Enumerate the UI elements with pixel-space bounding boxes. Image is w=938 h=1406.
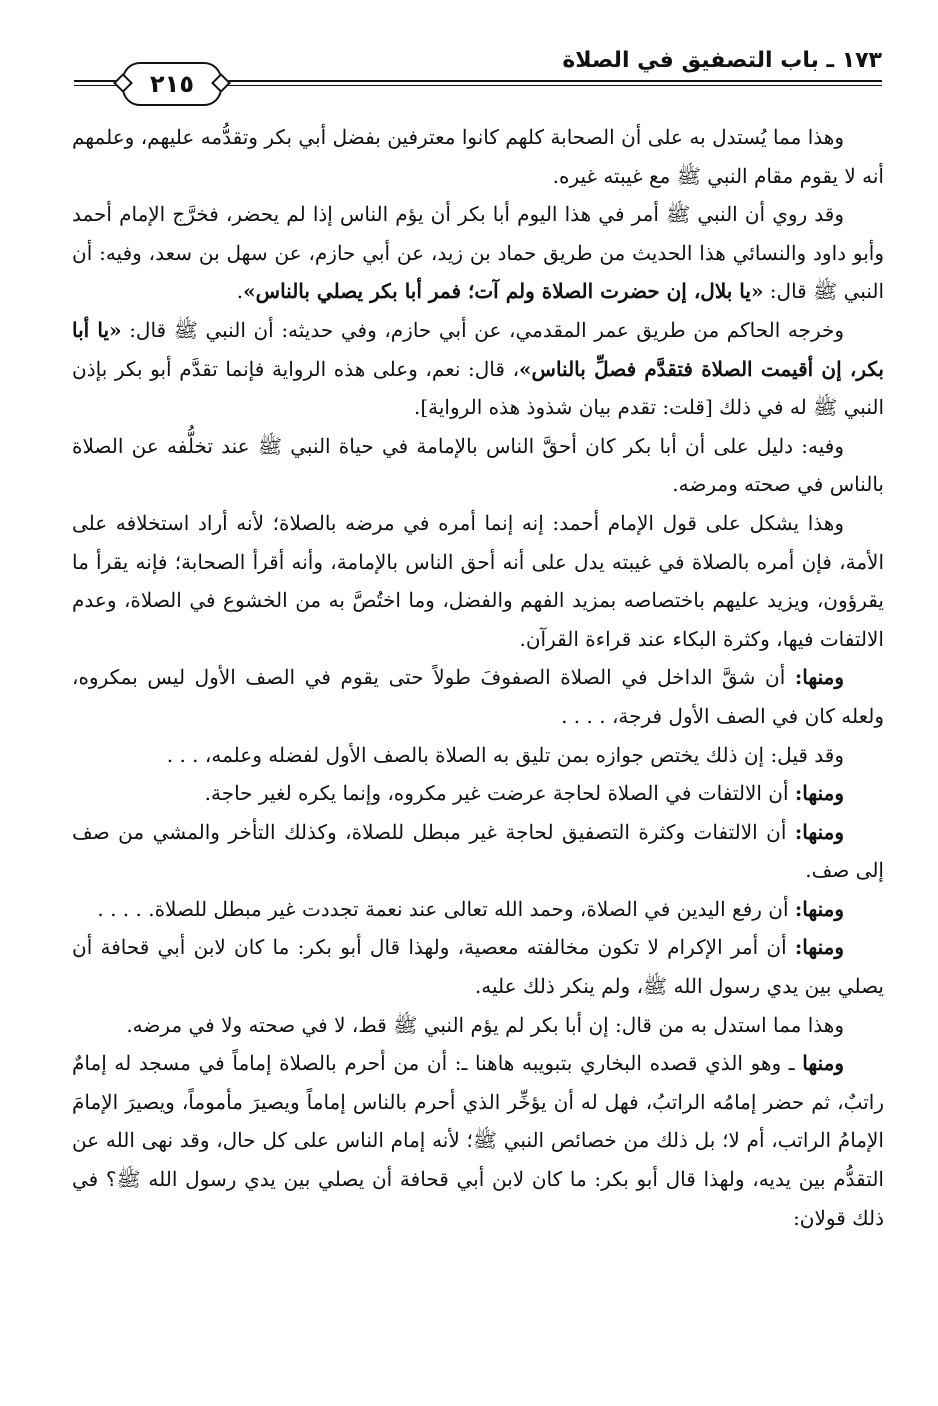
hadith-quote-2: «يا أبا بكر، إن أقيمت الصلاة فتقدَّم فصلِّ بالناس» <box>72 317 884 381</box>
point-label: ومنها: <box>794 896 844 921</box>
paragraph-8: ومنها: أن الالتفات في الصلاة لحاجة عرضت غير مكروه، وإنما يكره لغير حاجة. <box>204 781 844 806</box>
point-label: ومنها: <box>794 665 845 690</box>
point-label: ومنها: <box>794 935 844 960</box>
paragraph-13: ومنها ـ وهو الذي قصده البخاري بتبويبه هاهنا ـ: أن من أحرم بالصلاة إماماً في مسجد له إمامٌ راتبٌ، ثم حضر إمامُه الراتبُ، فهل له أن يؤخِّر الذي أحرم بالناس إماماً ويصيرَ مأموماً، ويصيرَ الإمامَ الإمامُ الراتب، أم لا؛ بل ذلك من خصائص النبي ﷺ؛ لأنه إمام الناس على كل حال، وقد نهى الله عن التقدُّم بين يديه، ولهذا قال أبو بكر: ما كان لابن أبي قحافة أن يصلي بين يدي رسول الله ﷺ؟ في ذلك قولان: <box>72 1051 884 1230</box>
running-title: ١٧٣ ـ باب التصفيق في الصلاة <box>562 48 882 73</box>
point-label: ومنها <box>802 1051 844 1076</box>
paragraph-10: ومنها: أن رفع اليدين في الصلاة، وحمد الله تعالى عند نعمة تجددت غير مبطل للصلاة. . . . . <box>97 896 844 921</box>
paragraph-4: وفيه: دليل على أن أبا بكر كان أحقَّ الناس بالإمامة في حياة النبي ﷺ عند تخلُّفه عن الصلاة بالناس في صحته ومرضه. <box>72 433 884 497</box>
paragraph-1: وهذا مما يُستدل به على أن الصحابة كلهم كانوا معترفين بفضل أبي بكر وتقدُّمه عليهم، وعلمهم أنه لا يقوم مقام النبي ﷺ مع غيبته غيره. <box>72 125 884 188</box>
paragraph-3: وخرجه الحاكم من طريق عمر المقدمي، عن أبي حازم، وفي حديثه: أن النبي ﷺ قال: «يا أبا بكر، إن أقيمت الصلاة فتقدَّم فصلِّ بالناس»، قال: نعم، وعلى هذه الرواية فإنما تقدَّم أبو بكر بإذن النبي ﷺ له في ذلك [قلت: تقدم بيان شذوذ هذه الرواية]. <box>72 317 884 420</box>
page-body <box>72 118 884 1237</box>
paragraph-6: ومنها: أن شقَّ الداخل في الصلاة الصفوفَ طولاً حتى يقوم في الصف الأول ليس بمكروه، ولعله كان في الصف الأول فرجة، . . . . <box>72 665 884 728</box>
page-header <box>74 40 882 100</box>
point-label: ومنها: <box>794 819 844 844</box>
paragraph-7: وقد قيل: إن ذلك يختص جوازه بمن تليق به الصلاة بالصف الأول لفضله وعلمه، . . . <box>166 742 844 767</box>
paragraph-9: ومنها: أن الالتفات وكثرة التصفيق لحاجة غير مبطل للصلاة، وكذلك التأخر والمشي من صف إلى صف. <box>72 819 884 883</box>
paragraph-5: وهذا يشكل على قول الإمام أحمد: إنه إنما أمره في مرضه بالصلاة؛ لأنه أراد استخلافه على الأمة، فإن أمره بالصلاة في غيبته يدل على أنه أحق الناس بالإمامة، وأنه أقرأ الصحابة؛ فإنه يقرأ ما يقرؤون، ويزيد عليهم باختصاصه بمزيد الفهم والفضل، وما اختُصَّ به من الخشوع في الصلاة، وعدم الالتفات فيها، وكثرة البكاء عند قراءة القرآن. <box>72 510 885 651</box>
page-number: ٢١٥ <box>122 62 222 106</box>
paragraph-11: ومنها: أن أمر الإكرام لا تكون مخالفته معصية، ولهذا قال أبو بكر: ما كان لابن أبي قحافة أن يصلي بين يدي رسول الله ﷺ، ولم ينكر ذلك عليه. <box>72 935 884 999</box>
paragraph-12: وهذا مما استدل به من قال: إن أبا بكر لم يؤم النبي ﷺ قط، لا في صحته ولا في مرضه. <box>126 1012 844 1037</box>
hadith-quote-1: «يا بلال، إن حضرت الصلاة ولم آت؛ فمر أبا بكر يصلي بالناس» <box>243 279 764 304</box>
point-label: ومنها: <box>794 781 844 806</box>
paragraph-2: وقد روي أن النبي ﷺ أمر في هذا اليوم أبا بكر أن يؤم الناس إذا لم يحضر، فخرَّج الإمام أحمد وأبو داود والنسائي هذا الحديث من طريق حماد بن زيد، عن أبي حازم، عن سهل بن سعد، وفيه: أن النبي ﷺ قال: «يا بلال، إن حضرت الصلاة ولم آت؛ فمر أبا بكر يصلي بالناس». <box>72 202 884 304</box>
